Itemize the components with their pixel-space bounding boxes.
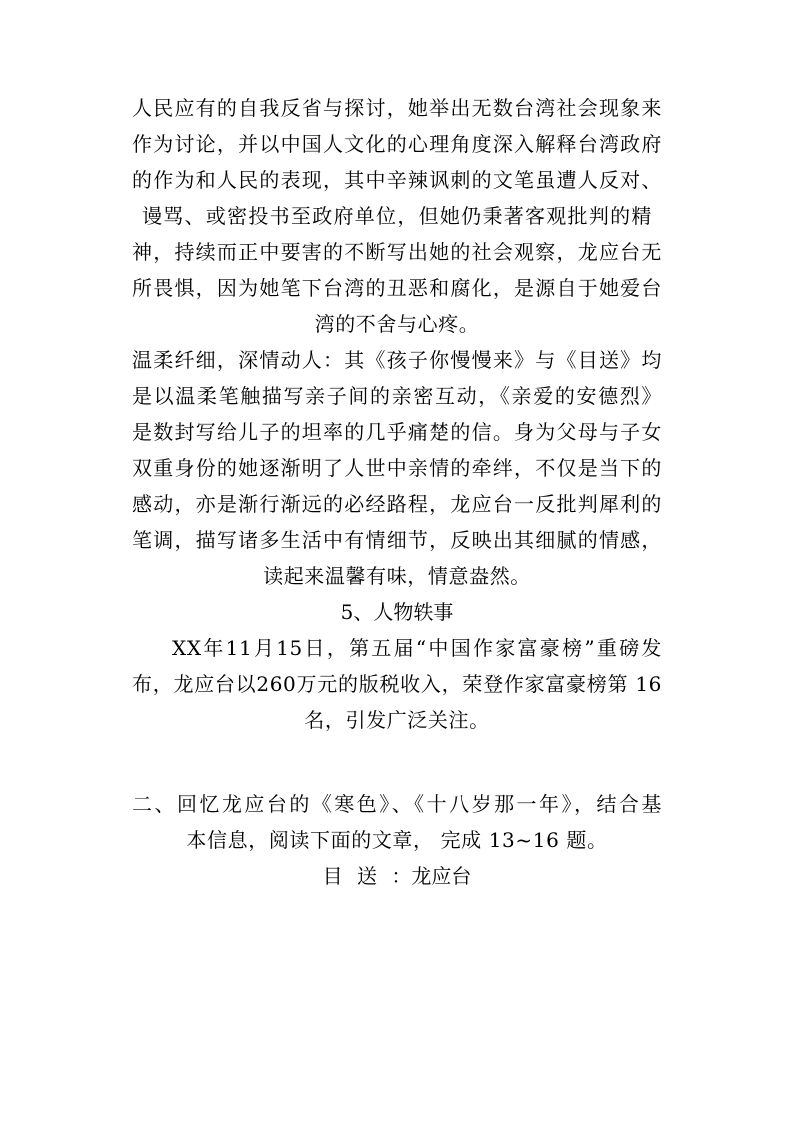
document-page <box>132 90 662 894</box>
text-line: 读起来温馨有味，情意盎然。 <box>263 564 531 588</box>
spacer <box>132 738 662 774</box>
text-line: 是以温柔笔触描写亲子间的亲密互动，《亲爱的安德烈》 <box>132 384 662 408</box>
text-line: 笔调，描写诸多生活中有情细节，反映出其细腻的情感， <box>132 528 662 552</box>
text-line: 所畏惧，因为她笔下台湾的丑恶和腐化，是源自于她爱台 <box>132 276 662 300</box>
paragraph-anecdote <box>132 630 662 738</box>
paragraph-gentle-style <box>132 342 662 594</box>
text-line: 双重身份的她逐渐明了人世中亲情的牵绊，不仅是当下的 <box>132 456 662 480</box>
question-block <box>132 786 662 858</box>
text-line: XX年11月15日，第五届“中国作家富豪榜”重磅发 <box>172 636 662 660</box>
text-line: 作为讨论，并以中国人文化的心理角度深入解释台湾政府 <box>132 132 662 156</box>
text-line: 神，持续而正中要害的不断写出她的社会观察，龙应台无 <box>132 240 662 264</box>
text-line: 人民应有的自我反省与探讨，她举出无数台湾社会现象来 <box>132 96 662 120</box>
text-line: 布，龙应台以260万元的版税收入，荣登作家富豪榜第 16 <box>132 672 662 696</box>
spacer <box>132 774 662 786</box>
text-line: 谩骂、或密投书至政府单位，但她仍秉著客观批判的精 <box>142 204 652 228</box>
section-heading: 5、人物轶事 <box>340 600 454 624</box>
text-line: 温柔纤细，深情动人：其《孩子你慢慢来》与《目送》均 <box>132 348 662 372</box>
text-line: 名，引发广泛关注。 <box>304 708 490 732</box>
text-line: 是数封写给儿子的坦率的几乎痛楚的信。身为父母与子女 <box>132 420 662 444</box>
paragraph-social-criticism <box>132 90 662 342</box>
text-line: 的作为和人民的表现，其中辛辣讽刺的文笔虽遭人反对、 <box>132 168 662 192</box>
question-line: 二、回忆龙应台的《寒色》、《十八岁那一年》，结合基 <box>132 792 662 816</box>
text-line: 湾的不舍与心疼。 <box>314 312 480 336</box>
text-line: 感动，亦是渐行渐远的必经路程，龙应台一反批判犀利的 <box>132 492 662 516</box>
question-line: 本信息，阅读下面的文章， 完成 13~16 题。 <box>186 828 608 852</box>
article-title: 目 送 ：龙应台 <box>322 864 472 888</box>
